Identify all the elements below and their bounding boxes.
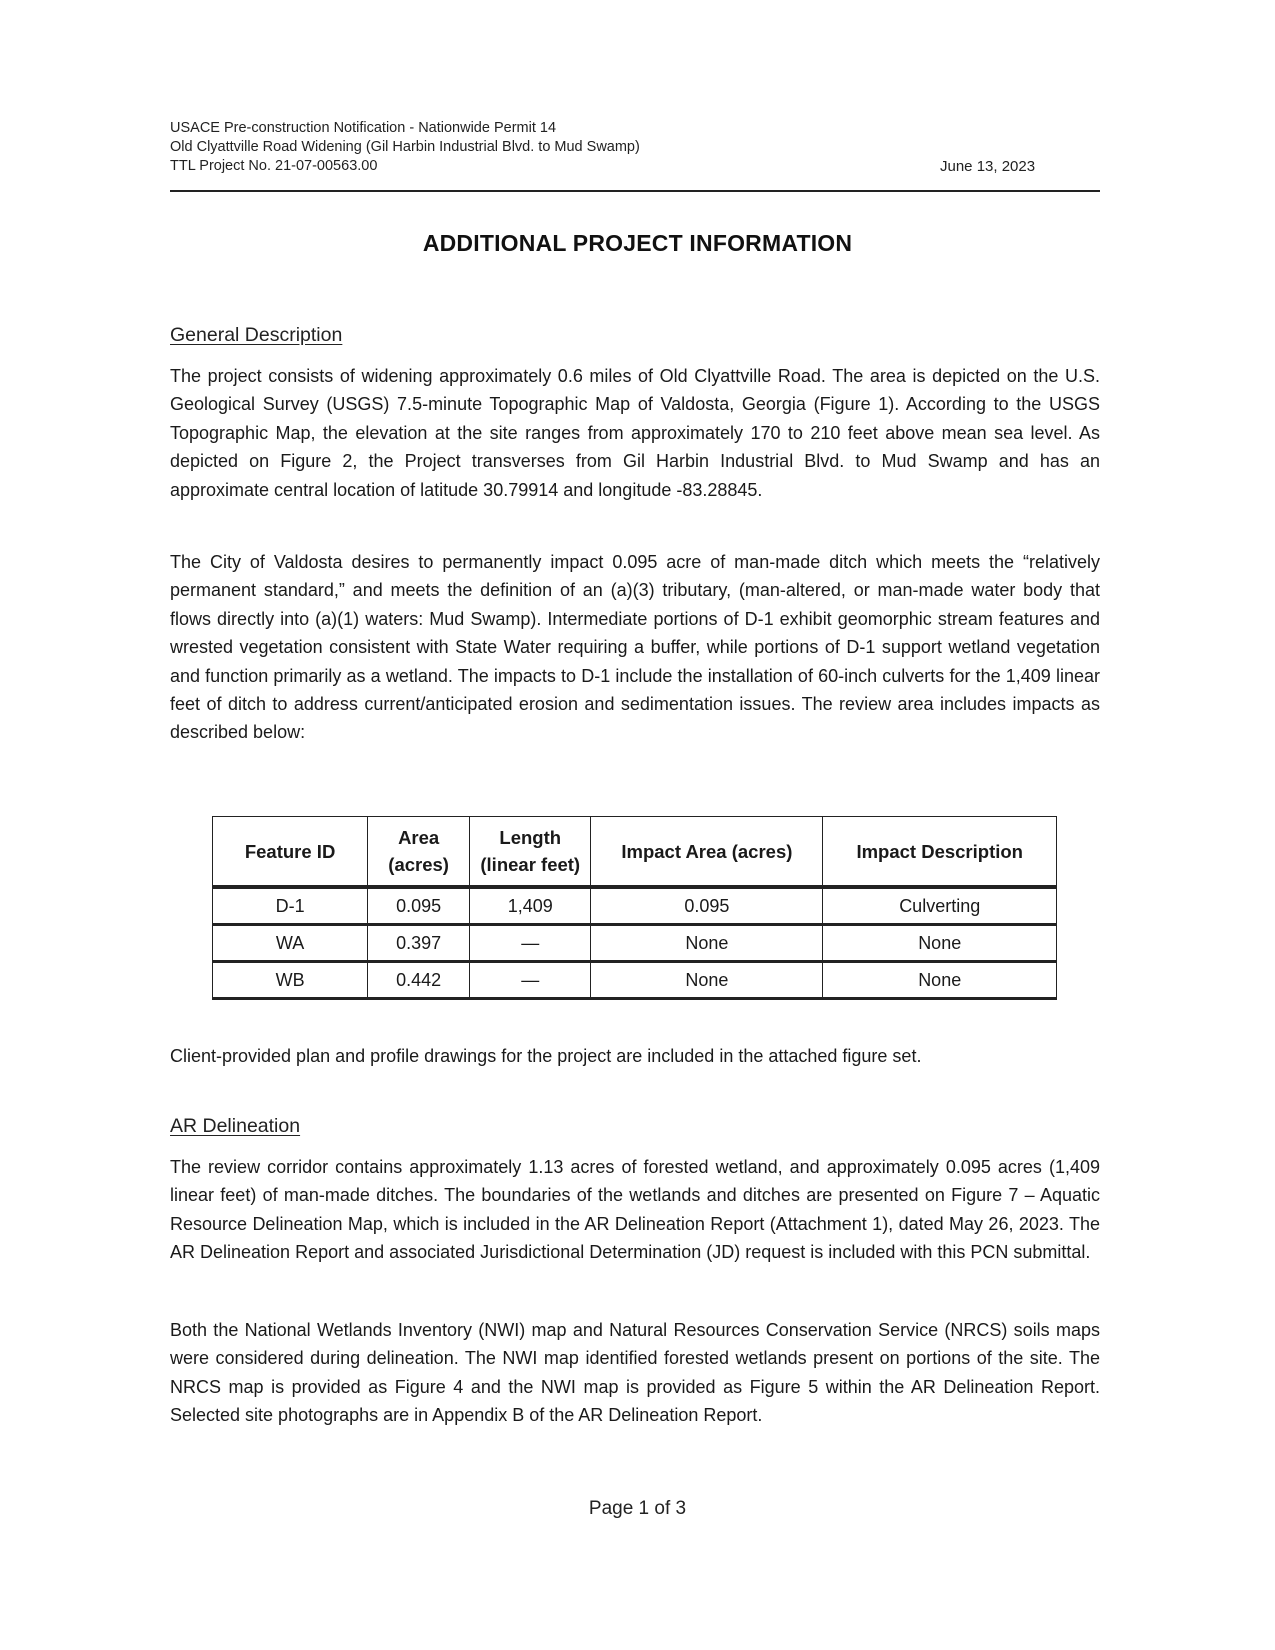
header-project-line: Old Clyattville Road Widening (Gil Harbin Industrial Blvd. to Mud Swamp) bbox=[170, 139, 640, 155]
table-header-row bbox=[213, 817, 1057, 888]
column-header-length: Length (linear feet) bbox=[470, 817, 591, 888]
cell-area: 0.095 bbox=[368, 887, 470, 925]
header-date: June 13, 2023 bbox=[940, 158, 1036, 175]
table-row bbox=[213, 887, 1057, 925]
general-description-paragraph-1: The project consists of widening approximately 0.6 miles of Old Clyattville Road. The area is depicted on the U.S. Geological Survey (USGS) 7.5-minute Topographic Map of Valdosta, Georgia (Figure 1). According to the USGS Topographic Map, the elevation at the site ranges from approximately 170 to 210 feet above mean sea level. As depicted on Figure 2, the Project transverses from Gil Harbin Industrial Blvd. to Mud Swamp and has an approximate central location of latitude 30.79914 and longitude -83.28845. bbox=[170, 366, 1100, 500]
impacts-table bbox=[212, 816, 1057, 1000]
section-heading-ar-delineation: AR Delineation bbox=[170, 1115, 301, 1137]
header-project-number: TTL Project No. 21-07-00563.00 bbox=[170, 158, 378, 174]
cell-impact-description: Culverting bbox=[823, 887, 1057, 925]
cell-impact-description: None bbox=[823, 925, 1057, 962]
header-permit-line: USACE Pre-construction Notification - Nationwide Permit 14 bbox=[170, 120, 557, 136]
section-heading-general-description: General Description bbox=[170, 324, 343, 346]
cell-area: 0.397 bbox=[368, 925, 470, 962]
column-header-feature-id: Feature ID bbox=[213, 817, 368, 888]
header-divider bbox=[170, 190, 1100, 192]
page-number: Page 1 of 3 bbox=[588, 1498, 687, 1519]
page-title: ADDITIONAL PROJECT INFORMATION bbox=[422, 230, 853, 256]
cell-feature-id: WA bbox=[213, 925, 368, 962]
table-row bbox=[213, 962, 1057, 999]
ar-delineation-paragraph-2: Both the National Wetlands Inventory (NWI) map and Natural Resources Conservation Service (NRCS) soils maps were considered during delineation. The NWI map identified forested wetlands present on portions of the site. The NRCS map is provided as Figure 4 and the NWI map is provided as Figure 5 within the AR Delineation Report. Selected site photographs are in Appendix B of the AR Delineation Report. bbox=[170, 1320, 1100, 1426]
ar-delineation-paragraph-1: The review corridor contains approximately 1.13 acres of forested wetland, and approximately 0.095 acres (1,409 linear feet) of man-made ditches. The boundaries of the wetlands and ditches are presented on Figure 7 – Aquatic Resource Delineation Map, which is included in the AR Delineation Report (Attachment 1), dated May 26, 2023. The AR Delineation Report and associated Jurisdictional Determination (JD) request is included with this PCN submittal. bbox=[170, 1157, 1100, 1263]
cell-length: 1,409 bbox=[470, 887, 591, 925]
cell-impact-description: None bbox=[823, 962, 1057, 999]
cell-impact-area: None bbox=[591, 925, 823, 962]
column-header-impact-description: Impact Description bbox=[823, 817, 1057, 888]
column-header-area: Area (acres) bbox=[368, 817, 470, 888]
table-row bbox=[213, 925, 1057, 962]
general-description-paragraph-2: The City of Valdosta desires to permanently impact 0.095 acre of man-made ditch which meets the “relatively permanent standard,” and meets the definition of an (a)(3) tributary, (man-altered, or man-made water body that flows directly into (a)(1) waters: Mud Swamp). Intermediate portions of D-1 exhibit geomorphic stream features and wrested vegetation consistent with State Water requiring a buffer, while portions of D-1 support wetland vegetation and function primarily as a wetland. The impacts to D-1 include the installation of 60-inch culverts for the 1,409 linear feet of ditch to address current/anticipated erosion and sedimentation issues. The review area includes impacts as described below: bbox=[170, 552, 1100, 743]
cell-impact-area: 0.095 bbox=[591, 887, 823, 925]
cell-length: — bbox=[470, 925, 591, 962]
cell-feature-id: D-1 bbox=[213, 887, 368, 925]
cell-impact-area: None bbox=[591, 962, 823, 999]
cell-feature-id: WB bbox=[213, 962, 368, 999]
cell-length: — bbox=[470, 962, 591, 999]
column-header-impact-area: Impact Area (acres) bbox=[591, 817, 823, 888]
cell-area: 0.442 bbox=[368, 962, 470, 999]
general-description-paragraph-3: Client-provided plan and profile drawings for the project are included in the attached figure set. bbox=[170, 1046, 922, 1066]
